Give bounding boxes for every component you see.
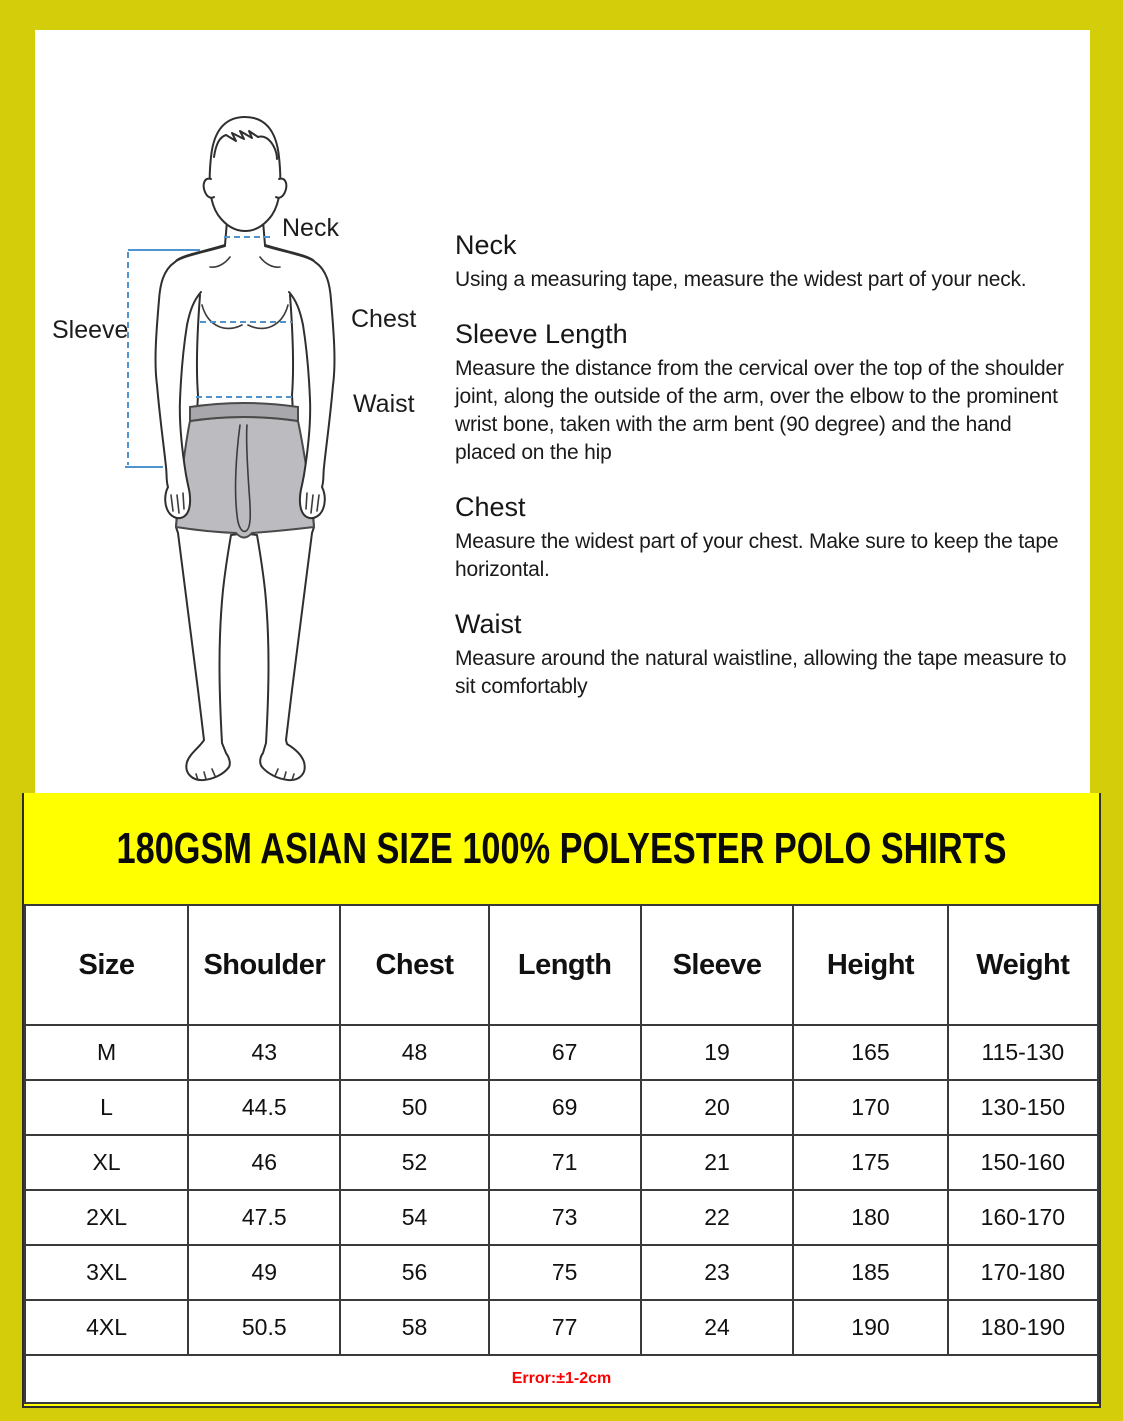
instruction-section-waist: [455, 609, 1077, 701]
column-header-shoulder: Shoulder: [188, 905, 340, 1025]
column-header-height: Height: [793, 905, 948, 1025]
cell-value: 170: [793, 1080, 948, 1135]
size-chart-title-banner: [24, 793, 1099, 904]
table-row: [25, 1025, 1098, 1080]
cell-size: 3XL: [25, 1245, 188, 1300]
column-header-chest: Chest: [340, 905, 488, 1025]
table-header-row: [25, 905, 1098, 1025]
measurement-guide-panel: [35, 30, 1090, 793]
size-chart-title: 180GSM ASIAN SIZE 100% POLYESTER POLO SHIRTS: [116, 823, 1007, 873]
measurement-instructions: [455, 230, 1077, 726]
cell-value: 52: [340, 1135, 488, 1190]
column-header-weight: Weight: [948, 905, 1098, 1025]
cell-value: 48: [340, 1025, 488, 1080]
size-chart-panel: [22, 793, 1101, 1408]
cell-value: 69: [489, 1080, 641, 1135]
column-header-sleeve: Sleeve: [641, 905, 793, 1025]
cell-value: 67: [489, 1025, 641, 1080]
cell-value: 190: [793, 1300, 948, 1355]
cell-value: 71: [489, 1135, 641, 1190]
cell-value: 20: [641, 1080, 793, 1135]
cell-value: 47.5: [188, 1190, 340, 1245]
table-row: [25, 1300, 1098, 1355]
body-measurement-figure: [30, 95, 460, 795]
tolerance-footnote: Error:±1-2cm: [25, 1355, 1098, 1403]
male-body-illustration: [30, 95, 460, 795]
cell-value: 73: [489, 1190, 641, 1245]
cell-value: 180: [793, 1190, 948, 1245]
instruction-body: Measure the widest part of your chest. Make sure to keep the tape horizontal.: [455, 530, 1059, 581]
cell-value: 23: [641, 1245, 793, 1300]
cell-value: 43: [188, 1025, 340, 1080]
instruction-heading: Chest: [455, 492, 526, 522]
cell-value: 75: [489, 1245, 641, 1300]
cell-value: 170-180: [948, 1245, 1098, 1300]
cell-value: 54: [340, 1190, 488, 1245]
cell-value: 50: [340, 1080, 488, 1135]
cell-value: 130-150: [948, 1080, 1098, 1135]
cell-value: 115-130: [948, 1025, 1098, 1080]
cell-value: 19: [641, 1025, 793, 1080]
cell-size: XL: [25, 1135, 188, 1190]
instruction-body: Using a measuring tape, measure the widest part of your neck.: [455, 268, 1027, 291]
instruction-section-sleeve-length: [455, 319, 1077, 467]
instruction-heading: Sleeve Length: [455, 319, 628, 349]
cell-value: 180-190: [948, 1300, 1098, 1355]
instruction-section-neck: [455, 230, 1077, 294]
cell-value: 22: [641, 1190, 793, 1245]
cell-size: 4XL: [25, 1300, 188, 1355]
cell-value: 49: [188, 1245, 340, 1300]
cell-size: L: [25, 1080, 188, 1135]
instruction-heading: Waist: [455, 609, 522, 639]
cell-size: M: [25, 1025, 188, 1080]
cell-value: 185: [793, 1245, 948, 1300]
cell-value: 44.5: [188, 1080, 340, 1135]
column-header-length: Length: [489, 905, 641, 1025]
cell-size: 2XL: [25, 1190, 188, 1245]
cell-value: 24: [641, 1300, 793, 1355]
instruction-heading: Neck: [455, 230, 517, 260]
instruction-body: Measure around the natural waistline, allowing the tape measure to sit comfortably: [455, 647, 1067, 698]
cell-value: 21: [641, 1135, 793, 1190]
figure-label-neck: Neck: [282, 214, 339, 242]
cell-value: 165: [793, 1025, 948, 1080]
table-row: [25, 1190, 1098, 1245]
instruction-body: Measure the distance from the cervical over the top of the shoulder joint, along the outside of the arm, over the elbow to the prominent wrist bone, taken with the arm bent (90 degree) and the hand placed on the hip: [455, 357, 1064, 464]
boxer-shorts: [176, 417, 314, 538]
figure-label-chest: Chest: [351, 305, 417, 333]
size-chart-table: [24, 904, 1099, 1404]
figure-label-waist: Waist: [353, 390, 415, 418]
table-footnote-row: [25, 1355, 1098, 1403]
cell-value: 77: [489, 1300, 641, 1355]
instruction-section-chest: [455, 492, 1077, 584]
cell-value: 50.5: [188, 1300, 340, 1355]
table-row: [25, 1245, 1098, 1300]
cell-value: 160-170: [948, 1190, 1098, 1245]
column-header-size: Size: [25, 905, 188, 1025]
cell-value: 56: [340, 1245, 488, 1300]
cell-value: 46: [188, 1135, 340, 1190]
table-row: [25, 1080, 1098, 1135]
table-row: [25, 1135, 1098, 1190]
figure-label-sleeve: Sleeve: [52, 316, 129, 344]
cell-value: 150-160: [948, 1135, 1098, 1190]
cell-value: 58: [340, 1300, 488, 1355]
cell-value: 175: [793, 1135, 948, 1190]
